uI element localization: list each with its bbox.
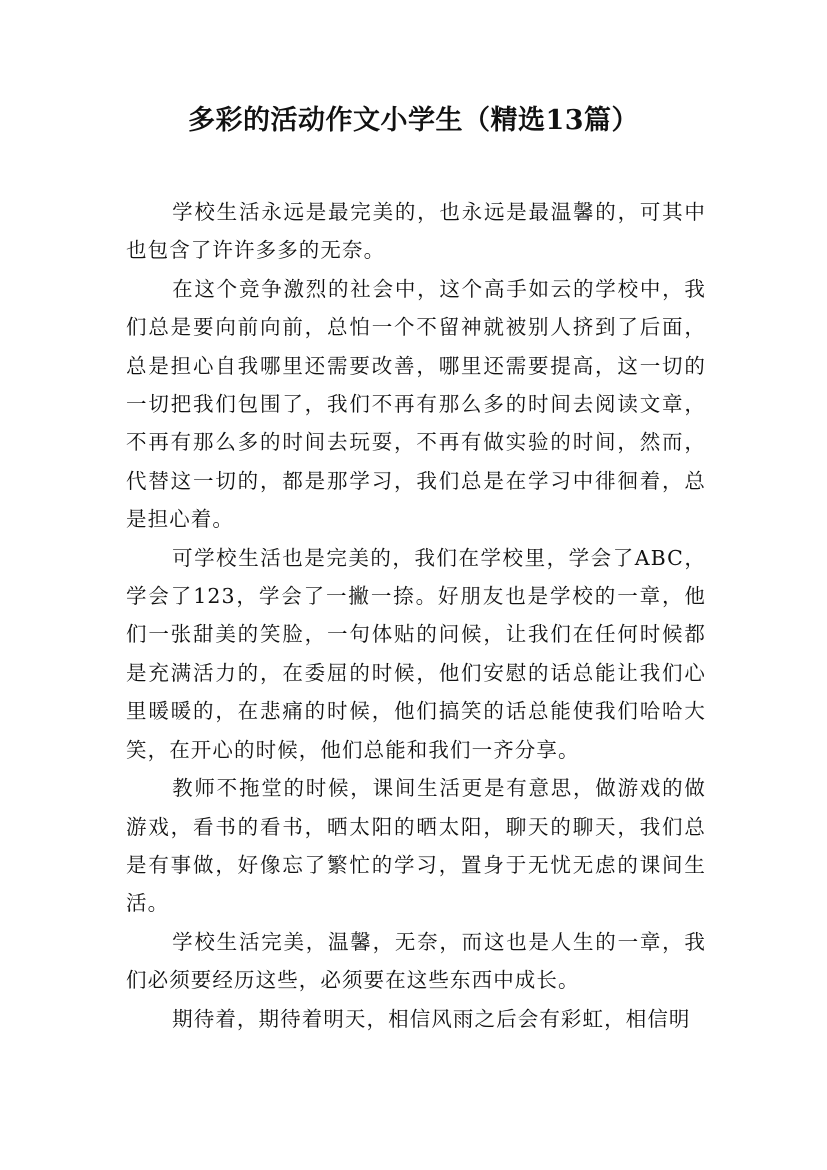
document-title: 多彩的活动作文小学生（精选13篇） <box>187 105 640 136</box>
paragraph: 学校生活永远是最完美的，也永远是最温馨的，可其中也包含了许许多多的无奈。 <box>126 200 706 263</box>
paragraph: 教师不拖堂的时候，课间生活更是有意思，做游戏的做游戏，看书的看书，晒太阳的晒太阳，聊天的聊天，我们总是有事做，好像忘了繁忙的学习，置身于无忧无虑的课间生活。 <box>126 776 706 916</box>
paragraph: 在这个竞争激烈的社会中，这个高手如云的学校中，我们总是要向前向前，总怕一个不留神就被别人挤到了后面，总是担心自我哪里还需要改善，哪里还需要提高，这一切的一切把我们包围了，我们不再有那么多的时间去阅读文章，不再有那么多的时间去玩耍，不再有做实验的时间，然而，代替这一切的，都是那学习，我们总是在学习中徘徊着，总是担心着。 <box>126 276 706 532</box>
document-body <box>126 193 706 1038</box>
paragraph: 可学校生活也是完美的，我们在学校里，学会了ABC，学会了123，学会了一撇一捺。好朋友也是学校的一章，他们一张甜美的笑脸，一句体贴的问候，让我们在任何时候都是充满活力的，在委屈的时候，他们安慰的话总能让我们心里暖暖的，在悲痛的时候，他们搞笑的话总能使我们哈哈大笑，在开心的时候，他们总能和我们一齐分享。 <box>126 545 706 762</box>
paragraph: 学校生活完美，温馨，无奈，而这也是人生的一章，我们必须要经历这些，必须要在这些东西中成长。 <box>126 929 706 993</box>
paragraph: 期待着，期待着明天，相信风雨之后会有彩虹，相信明 <box>172 1006 691 1031</box>
